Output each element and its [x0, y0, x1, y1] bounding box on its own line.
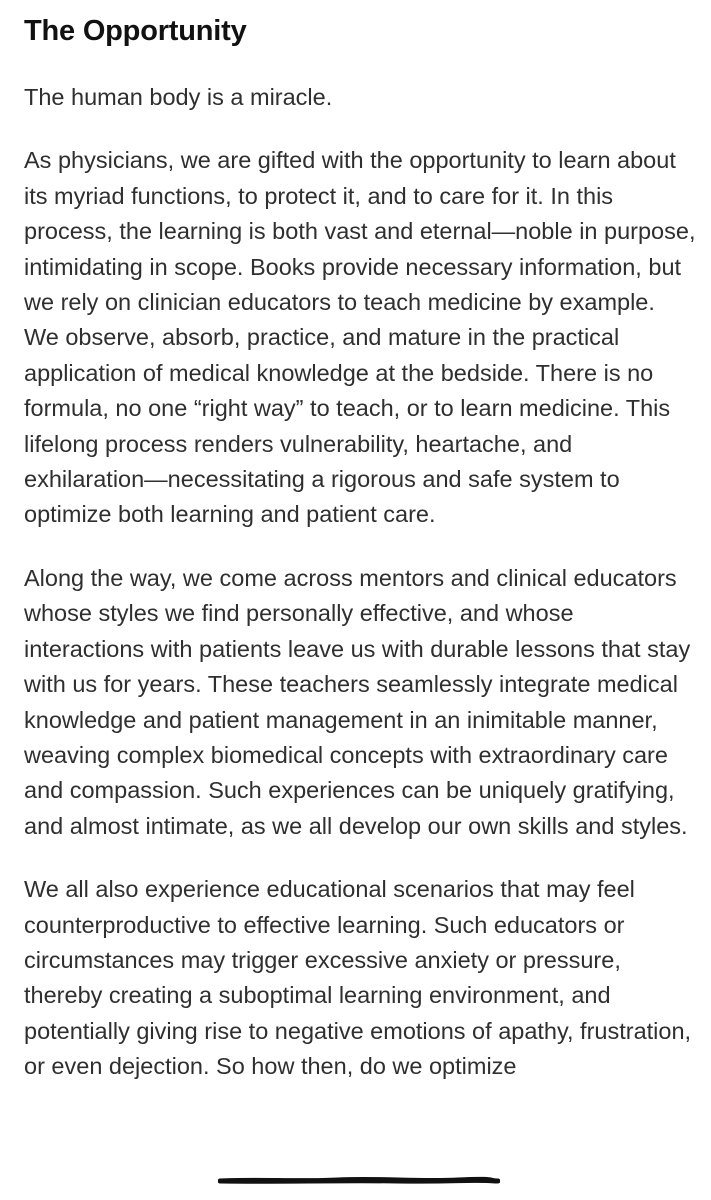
paragraph-4: We all also experience educational scenarios that may feel counterproductive to effective learning. Such educators or circumstances may trigger excessive anxiety or pressure, thereby creating a suboptimal learning environment, and potentially giving rise to negative emotions of apathy, frustration, or even dejection. So how then, do we optimize — [24, 876, 692, 1080]
article — [24, 0, 696, 1085]
article-title: The Opportunity — [24, 15, 247, 47]
paragraph-3: Along the way, we come across mentors and clinical educators whose styles we find personally effective, and whose interactions with patients leave us with durable lessons that stay with us for years. These teachers seamlessly integrate medical knowledge and patient management in an inimitable manner, weaving complex biomedical concepts with extraordinary care and compassion. Such experiences can be uniquely gratifying, and almost intimate, as we all develop our own skills and styles. — [24, 564, 691, 839]
scribble-strikethrough-mark — [218, 1176, 500, 1186]
paragraph-1: The human body is a miracle. — [24, 84, 333, 110]
paragraph-2: As physicians, we are gifted with the opportunity to learn about its myriad functions, to protect it, and to care for it. In this process, the learning is both vast and eternal—noble in purpose, intimidating in scope. Books provide necessary information, but we rely on clinician educators to teach medicine by example. We observe, absorb, practice, and mature in the practical application of medical knowledge at the bedside. There is no formula, no one “right way” to teach, or to learn medicine. This lifelong process renders vulnerability, heartache, and exhilaration—necessitating a rigorous and safe system to optimize both learning and patient care. — [24, 147, 696, 528]
